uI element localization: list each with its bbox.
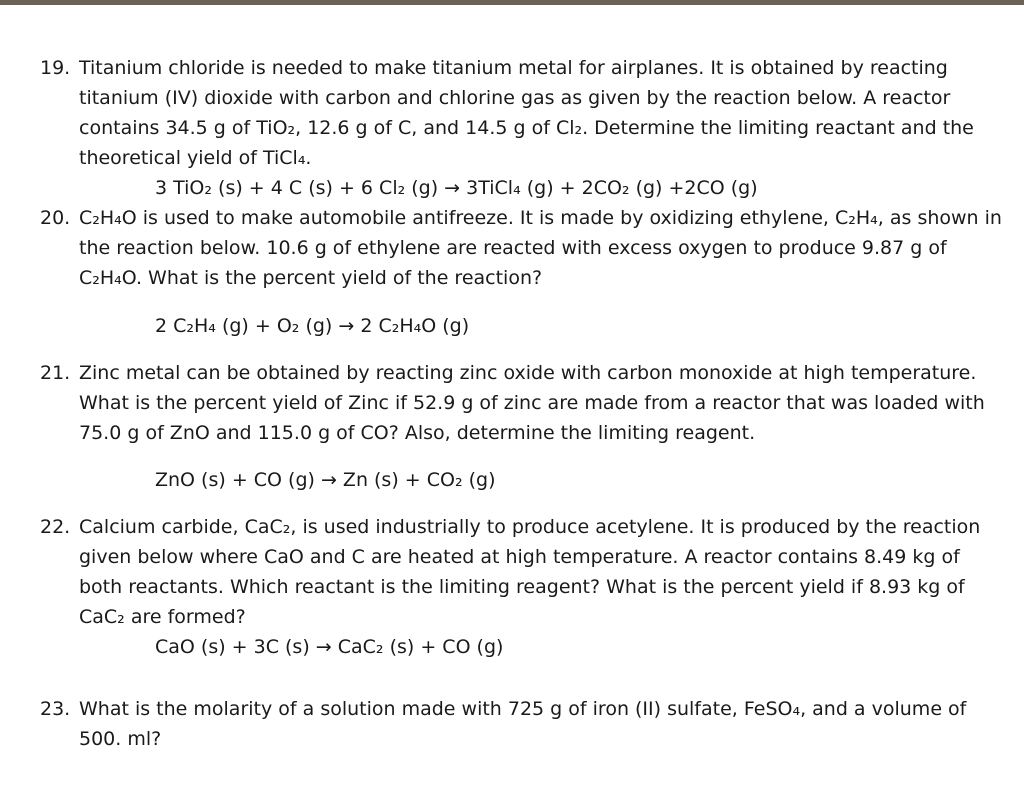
reaction-equation: ZnO (s) + CO (g) → Zn (s) + CO₂ (g) xyxy=(155,469,496,491)
question-text-line: What is the molarity of a solution made with 725 g of iron (II) sulfate, FeSO₄, and a volume of xyxy=(79,698,967,720)
question-text-line: What is the percent yield of Zinc if 52.9 g of zinc are made from a reactor that was loaded with xyxy=(79,392,985,414)
question-text-line: C₂H₄O. What is the percent yield of the reaction? xyxy=(79,267,543,289)
question-text-line: 75.0 g of ZnO and 115.0 g of CO? Also, determine the limiting reagent. xyxy=(79,422,756,444)
question-text-line: 500. ml? xyxy=(79,728,162,750)
question-number: 20. xyxy=(40,207,71,229)
reaction-equation: CaO (s) + 3C (s) → CaC₂ (s) + CO (g) xyxy=(155,636,504,658)
question-number: 21. xyxy=(40,362,71,384)
question-text-line: Titanium chloride is needed to make titanium metal for airplanes. It is obtained by reacting xyxy=(79,57,948,79)
question-text-line: the reaction below. 10.6 g of ethylene are reacted with excess oxygen to produce 9.87 g of xyxy=(79,237,947,259)
question-text-line: contains 34.5 g of TiO₂, 12.6 g of C, and 14.5 g of Cl₂. Determine the limiting reactant and the xyxy=(79,117,974,139)
reaction-equation: 3 TiO₂ (s) + 4 C (s) + 6 Cl₂ (g) → 3TiCl₄ (g) + 2CO₂ (g) +2CO (g) xyxy=(155,177,758,199)
question-text-line: both reactants. Which reactant is the limiting reagent? What is the percent yield if 8.93 kg of xyxy=(79,576,965,598)
question-number: 19. xyxy=(40,57,71,79)
question-text-line: theoretical yield of TiCl₄. xyxy=(79,147,312,169)
question-number: 22. xyxy=(40,516,71,538)
question-text-line: Zinc metal can be obtained by reacting zinc oxide with carbon monoxide at high temperature. xyxy=(79,362,977,384)
question-text-line: Calcium carbide, CaC₂, is used industrially to produce acetylene. It is produced by the reaction xyxy=(79,516,981,538)
reaction-equation: 2 C₂H₄ (g) + O₂ (g) → 2 C₂H₄O (g) xyxy=(155,315,470,337)
question-text-line: titanium (IV) dioxide with carbon and chlorine gas as given by the reaction below. A reactor xyxy=(79,87,951,109)
question-text-line: C₂H₄O is used to make automobile antifreeze. It is made by oxidizing ethylene, C₂H₄, as shown in xyxy=(79,207,1002,229)
question-text-line: given below where CaO and C are heated at high temperature. A reactor contains 8.49 kg of xyxy=(79,546,960,568)
question-text-line: CaC₂ are formed? xyxy=(79,606,246,628)
question-number: 23. xyxy=(40,698,71,720)
